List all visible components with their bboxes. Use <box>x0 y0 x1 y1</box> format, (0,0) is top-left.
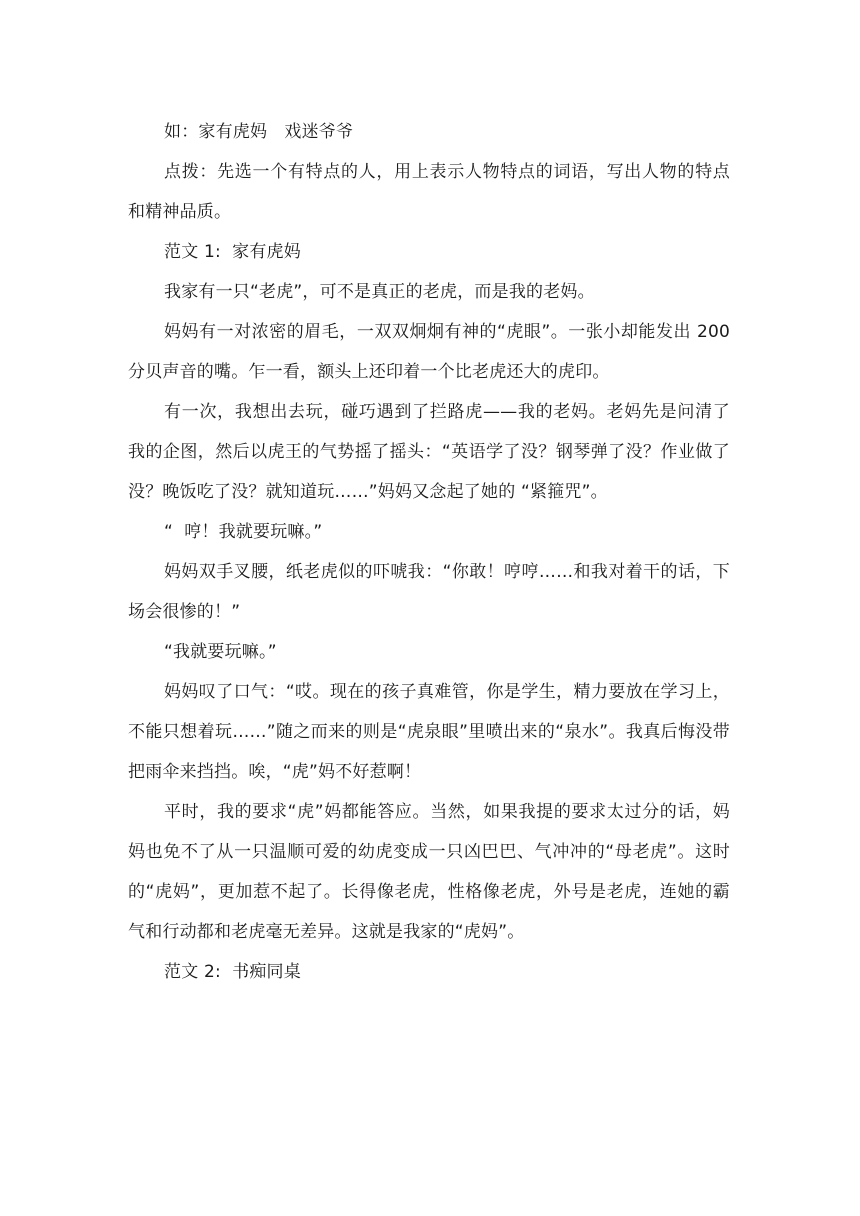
tip-paragraph: 点拨：先选一个有特点的人，用上表示人物特点的词语，写出人物的特点和精神品质。 <box>128 162 730 222</box>
body-paragraph: 妈妈有一对浓密的眉毛，一双双炯炯有神的“虎眼”。一张小却能发出 200 分贝声音的嘴。乍一看，额头上还印着一个比老虎还大的虎印。 <box>128 322 736 382</box>
example-titles-line: 如：家有虎妈 戏迷爷爷 <box>164 122 354 142</box>
body-paragraph: 妈妈双手叉腰，纸老虎似的吓唬我：“你敢！哼哼……和我对着干的话，下场会很惨的！” <box>128 562 730 622</box>
body-paragraph: 平时，我的要求“虎”妈都能答应。当然，如果我提的要求太过分的话，妈妈也免不了从一只温顺可爱的幼虎变成一只凶巴巴、气冲冲的“母老虎”。这时的“虎妈”，更加惹不起了。长得像老虎，性格像老虎，外号是老虎，连她的霸气和行动都和老虎毫无差异。这就是我家的“虎妈”。 <box>128 802 730 942</box>
body-paragraph: 我家有一只“老虎”，可不是真正的老虎，而是我的老妈。 <box>164 282 595 302</box>
body-paragraph: 妈妈叹了口气：“哎。现在的孩子真难管，你是学生，精力要放在学习上，不能只想着玩……”随之而来的则是“虎泉眼”里喷出来的“泉水”。我真后悔没带把雨伞来挡挡。唉，“虎”妈不好惹啊！ <box>128 682 730 782</box>
sample-1-heading: 范文 1: 家有虎妈 <box>164 242 301 262</box>
document-body <box>128 112 736 992</box>
dialogue-line: “我就要玩嘛。” <box>164 642 277 662</box>
sample-2-heading: 范文 2: 书痴同桌 <box>164 962 301 982</box>
body-paragraph: 有一次，我想出去玩，碰巧遇到了拦路虎——我的老妈。老妈先是问清了我的企图，然后以虎王的气势摇了摇头：“英语学了没？钢琴弹了没？作业做了没？晚饭吃了没？就知道玩……”妈妈又念起了她的 “紧箍咒”。 <box>128 402 730 502</box>
dialogue-line: “ 哼！我就要玩嘛。” <box>164 522 323 542</box>
